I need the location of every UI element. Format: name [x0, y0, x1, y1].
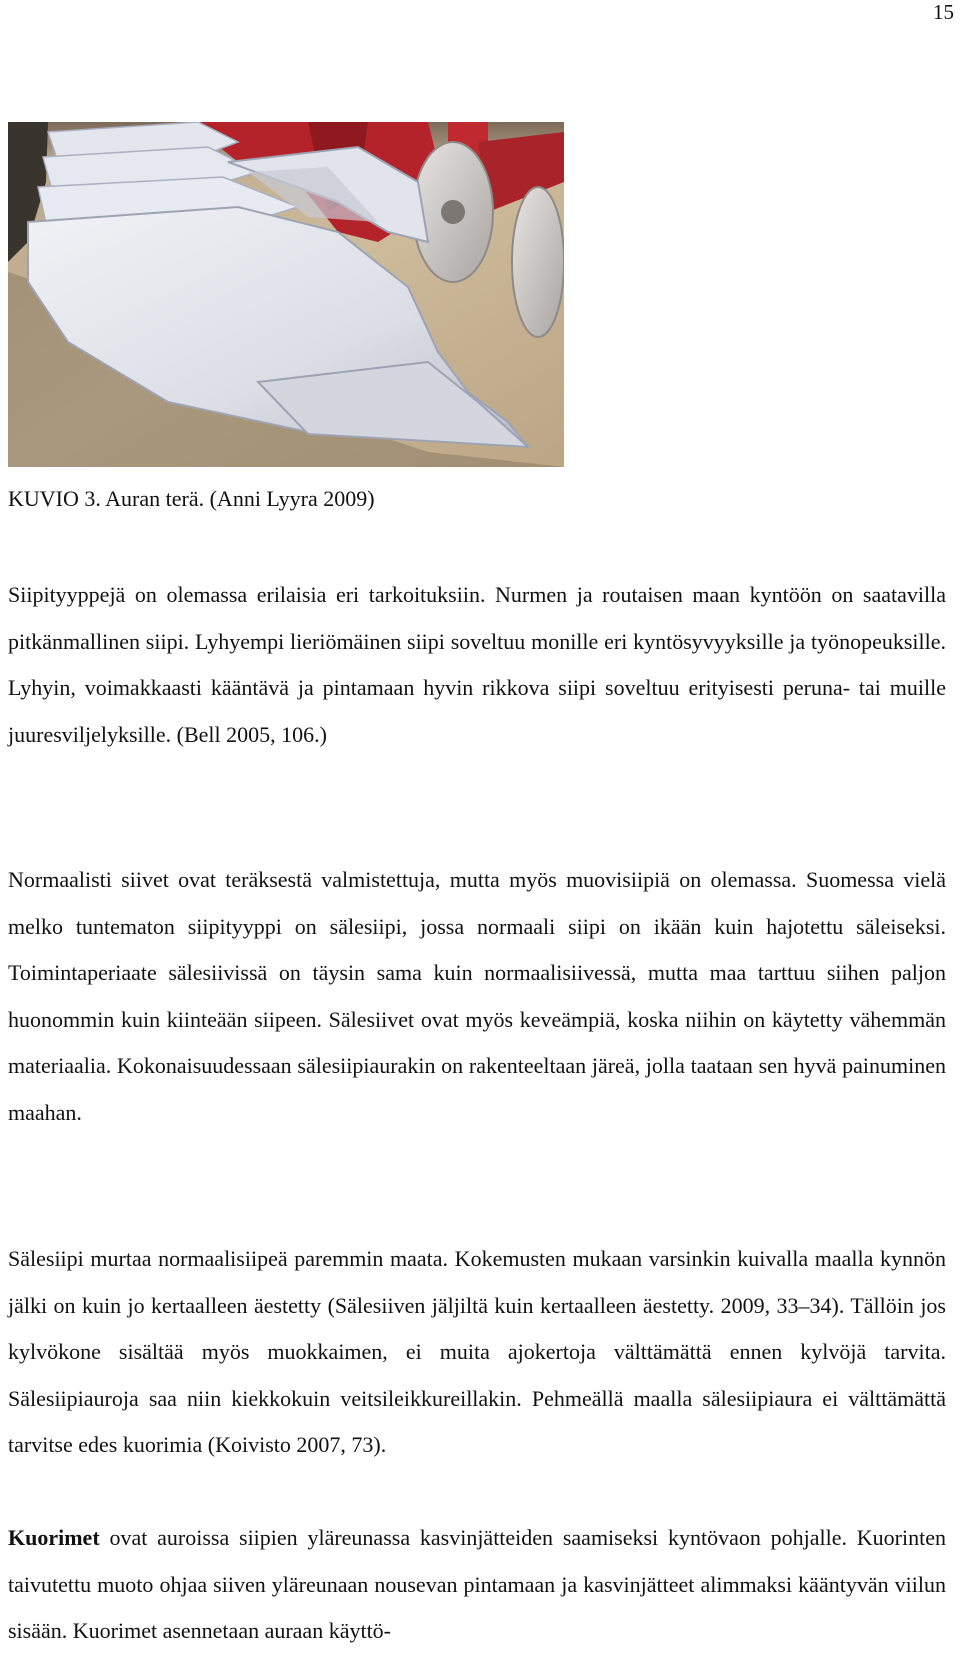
page-number: 15	[933, 0, 954, 24]
paragraph-3: Sälesiipi murtaa normaalisiipeä paremmin maata. Kokemusten mukaan varsinkin kuivalla maalla kynnön jälki on kuin jo kertaalleen äestetty (Sälesiiven jäljiltä kuin kertaalleen äestetty. 2009, 33–34). Tällöin jos kylvökone sisältää myös muokkaimen, ei muita ajokertoja välttämättä ennen kylvöjä tarvita. Sälesiipiauroja saa niin kiekkokuin veitsileikkureillakin. Pehmeällä maalla sälesiipiaura ei välttämättä tarvitse edes kuorimia (Koivisto 2007, 73).	[8, 1246, 946, 1458]
paragraph-2: Normaalisti siivet ovat teräksestä valmistettuja, mutta myös muovisiipiä on olemassa. Suomessa vielä melko tuntematon siipityyppi on sälesiipi, jossa normaali siipi on ikään kuin hajotettu säleiseksi. Toimintaperiaate sälesiivissä on täysin sama kuin normaalisiivessä, mutta maa tarttuu siihen paljon huonommin kuin kiinteään siipeen. Sälesiivet ovat myös keveämpiä, koska niihin on käytetty vähemmän materiaalia. Kokonaisuudessaan sälesiipiaurakin on rakenteeltaan järeä, jolla taataan sen hyvä painuminen maahan.	[8, 867, 946, 1125]
paragraph-4-text: ovat auroissa siipien yläreunassa kasvinjätteiden saamiseksi kyntövaon pohjalle. Kuorinten taivutettu muoto ohjaa siiven yläreunaan nousevan pintamaan ja kasvinjätteet alimmaksi kääntyvän viilun sisään. Kuorimet asennetaan auraan käyttö-	[8, 1525, 946, 1644]
plough-blade-photo	[8, 122, 564, 467]
paragraph-1: Siipityyppejä on olemassa erilaisia eri tarkoituksiin. Nurmen ja routaisen maan kyntöön on saatavilla pitkänmallinen siipi. Lyhyempi lieriömäinen siipi soveltuu monille eri kyntösyvyyksille ja työnopeuksille. Lyhyin, voimakkaasti kääntävä ja pintamaan hyvin rikkova siipi soveltuu erityisesti peruna- tai muille juuresviljelyksille. (Bell 2005, 106.)	[8, 582, 946, 747]
term-kuorimet: Kuorimet	[8, 1525, 100, 1550]
paragraph-4	[8, 1515, 946, 1655]
figure-caption: KUVIO 3. Auran terä. (Anni Lyyra 2009)	[8, 486, 375, 511]
